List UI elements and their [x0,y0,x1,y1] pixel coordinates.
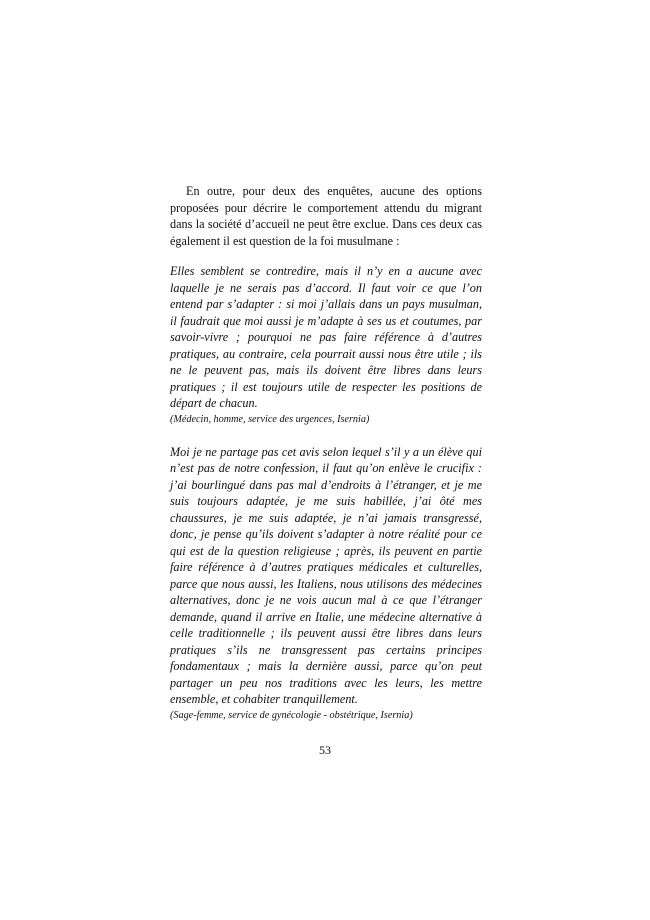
quote-source-2: (Sage-femme, service de gynécologie - obstétrique, Isernia) [170,709,413,721]
body-text [170,183,482,723]
intro-paragraph: En outre, pour deux des enquêtes, aucune des options proposées pour décrire le comportement attendu du migrant dans la société d’accueil ne peut être exclue. Dans ces deux cas également il est question de la foi musulmane : [170,184,482,248]
quote-text-1: Elles semblent se contredire, mais il n’y en a aucune avec laquelle je ne serais pas d’accord. Il faut voir ce que l’on entend par s’adapter : si moi j’allais dans un pays musulman, il faudrait que moi aussi je m’adapte à ses us et coutumes, par savoir-vivre ; pourquoi ne pas faire référence à d’autres pratiques, au contraire, cela pourrait aussi nous être utile ; ils ne le peuvent pas, mais ils doivent être libres dans leurs pratiques ; il est toujours utile de respecter les positions de départ de chacun. [170,264,482,410]
quote-source-1: (Médecin, homme, service des urgences, Isernia) [170,413,370,425]
quote-text-2: Moi je ne partage pas cet avis selon lequel s’il y a un élève qui n’est pas de notre confession, il faut qu’on enlève le crucifix : j’ai bourlingué dans pas mal d’endroits à l’étranger, et je me suis toujours adaptée, je me suis habillée, j’ai ôté mes chaussures, je me suis adaptée, je n’ai jamais transgressé, donc, je pense qu’ils doivent s’adapter à notre réalité pour ce qui est de la question religieuse ; après, ils peuvent en partie faire référence à d’autres pratiques médicales et culturelles, parce que nous aussi, les Italiens, nous utilisons des médecines alternatives, donc je ne vois aucun mal à ce que l’étranger demande, quand il arrive en Italie, une médecine alternative à celle traditionnelle ; ils peuvent aussi être libres dans leurs pratiques s’ils ne transgressent pas certains principes fondamentaux ; mais la dernière aussi, parce qu’on peut partager un peu nos traditions avec les leurs, les mettre ensemble, et cohabiter tranquillement. [170,444,482,706]
quote-block-1 [170,263,482,427]
quote-block-2 [170,444,482,723]
page-number: 53 [319,743,331,757]
